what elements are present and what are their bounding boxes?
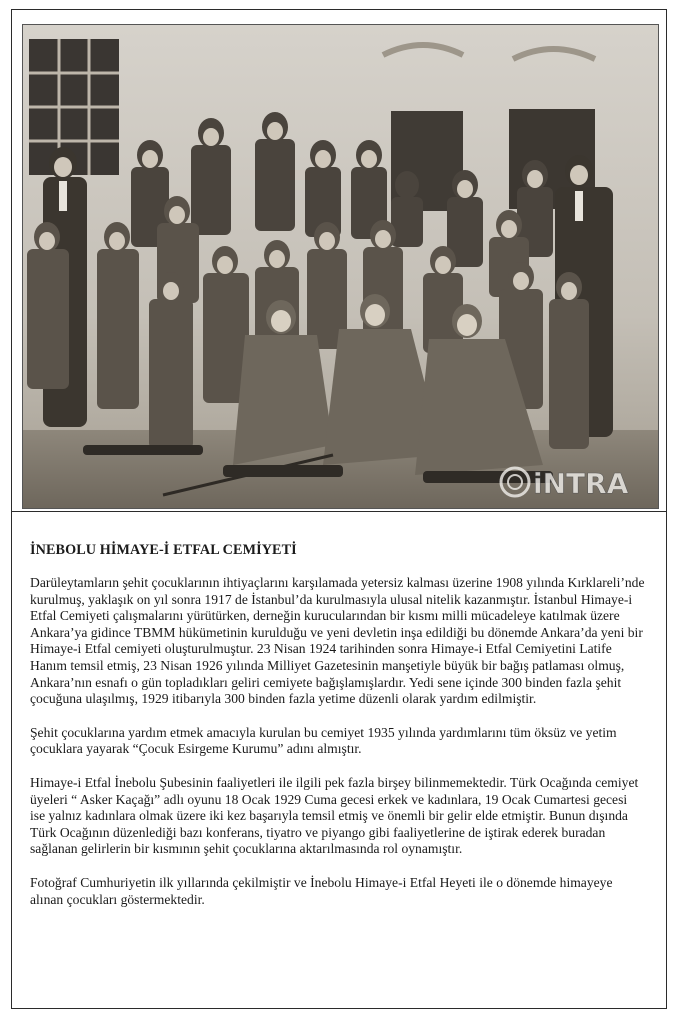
article-body — [30, 542, 645, 925]
paragraph-renaming: Şehit çocuklarına yardım etmek amacıyla kurulan bu cemiyet 1935 yılında yardımlarını tüm öksüz ve yetim çocuklara yayarak “Çocuk Esirgeme Kurumu” adını almıştır. — [30, 724, 617, 757]
historical-group-photo — [22, 24, 659, 509]
paragraph-photo-caption: Fotoğraf Cumhuriyetin ilk yıllarında çekilmiştir ve İnebolu Himaye-i Etfal Heyeti ile o dönemde himayeye alınan çocukları göstermektedir. — [30, 874, 613, 907]
article-title: İNEBOLU HİMAYE-İ ETFAL CEMİYETİ — [30, 542, 297, 558]
document-frame — [11, 9, 667, 1009]
divider-line — [12, 511, 666, 512]
paragraph-history: Darüleytamların şehit çocuklarının ihtiyaçlarını karşılamada yetersiz kalması üzerine 1908 yılında Kırklareli’nde kurulmuş, yaklaşık on yıl sonra 1917 de İstanbul’da kurulmasıyla ulusal nitelik kazanmıştır. İstanbul Himaye-i Etfal Cemiyeti çalışmalarını yürütürken, derneğin kurucularından bir kısmı milli mücadeleye katılmak üzere Ankara’ya gidince TBMM hükümetinin kurulduğu ve yeni devletin inşa edildiği bu dönemde Ankara’da yeni bir Himaye-i Etfal cemiyeti oluşturulmuştur. 23 Nisan 1924 tarihinden sonra Himaye-i Etfal Cemiyetini Latife Hanım temsil etmiş, 23 Nisan 1926 yılında Milliyet Gazetesinin manşetiyle büyük bir bağış patlaması olmuş, Ankara’nın esnafı o gün topladıkları geliri cemiyete bağışlamışlardır. Yedi sene içinde 300 binden fazla şehit çocuğuna ulaşılmış, 1929 itibarıyla 300 binden fazla yetime düzenli olarak yardım edilmiştir. — [30, 575, 645, 707]
watermark-text: iNTRA — [533, 467, 629, 500]
paragraph-inebolu-branch: Himaye-i Etfal İnebolu Şubesinin faaliyetleri ile ilgili pek fazla birşey bilinmemektedir. Türk Ocağında cemiyet üyeleri “ Asker Kaçağı” adlı oyunu 18 Ocak 1929 Cuma gecesi erkek ve kadınlara, 19 Ocak Cumartesi gecesi ise yalnız kadınlara olmak üzere iki kez başarıyla temsil etmiş ve önemli bir gelir elde etmiştir. Bunun dışında Türk Ocağının düzenlediği bazı konferans, tiyatro ve piyango gibi faaliyetlerine de iştirak ederek buradan sağlanan gelirlerin bir kısmının şehit çocuklarına aktarılmasında rol oynamıştır. — [30, 774, 639, 857]
photo-illustration — [23, 25, 659, 509]
